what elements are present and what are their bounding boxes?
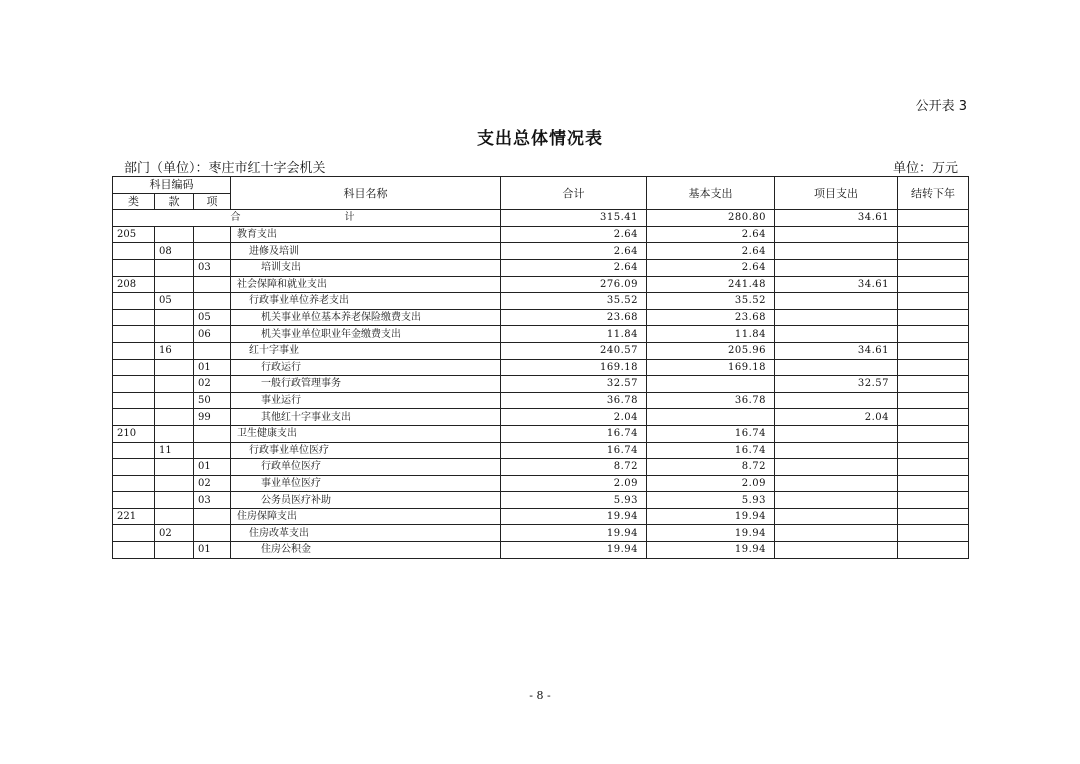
xiang-cell: 02 <box>194 376 231 393</box>
table-row <box>113 276 969 293</box>
basic-cell: 35.52 <box>647 293 775 310</box>
xiang-cell <box>194 425 231 442</box>
kuan-cell: 16 <box>155 342 194 359</box>
name-cell: 机关事业单位基本养老保险缴费支出 <box>231 309 501 326</box>
project-cell <box>775 542 898 559</box>
total-basic: 280.80 <box>647 210 775 227</box>
project-cell: 2.04 <box>775 409 898 426</box>
kuan-cell: 05 <box>155 293 194 310</box>
table-row <box>113 459 969 476</box>
project-cell <box>775 309 898 326</box>
project-cell <box>775 459 898 476</box>
basic-cell: 205.96 <box>647 342 775 359</box>
name-cell: 其他红十字事业支出 <box>231 409 501 426</box>
lei-cell <box>113 326 155 343</box>
xiang-cell: 01 <box>194 359 231 376</box>
total-cell: 240.57 <box>501 342 647 359</box>
kuan-cell <box>155 492 194 509</box>
kuan-cell <box>155 459 194 476</box>
lei-cell: 210 <box>113 425 155 442</box>
unit-label: 单位：万元 <box>892 161 958 176</box>
xiang-cell: 01 <box>194 542 231 559</box>
name-cell: 卫生健康支出 <box>231 425 501 442</box>
basic-cell: 8.72 <box>647 459 775 476</box>
carryover-cell <box>898 508 969 525</box>
lei-header: 类 <box>113 193 155 210</box>
total-cell: 35.52 <box>501 293 647 310</box>
project-cell <box>775 226 898 243</box>
project-cell <box>775 508 898 525</box>
lei-cell <box>113 475 155 492</box>
lei-cell <box>113 376 155 393</box>
table-row <box>113 309 969 326</box>
basic-cell: 11.84 <box>647 326 775 343</box>
total-cell: 23.68 <box>501 309 647 326</box>
table-row <box>113 226 969 243</box>
xiang-cell <box>194 243 231 260</box>
table-row <box>113 525 969 542</box>
table-row <box>113 508 969 525</box>
name-cell: 行政单位医疗 <box>231 459 501 476</box>
total-cell: 2.64 <box>501 226 647 243</box>
basic-cell: 16.74 <box>647 425 775 442</box>
basic-cell: 2.64 <box>647 259 775 276</box>
total-cell: 2.09 <box>501 475 647 492</box>
table-row <box>113 475 969 492</box>
name-cell: 事业运行 <box>231 392 501 409</box>
total-row <box>113 210 969 227</box>
carryover-cell <box>898 309 969 326</box>
total-cell: 32.57 <box>501 376 647 393</box>
kuan-cell: 11 <box>155 442 194 459</box>
kuan-cell <box>155 542 194 559</box>
project-cell <box>775 359 898 376</box>
total-total: 315.41 <box>501 210 647 227</box>
carryover-cell <box>898 326 969 343</box>
total-cell: 2.64 <box>501 243 647 260</box>
xiang-cell: 05 <box>194 309 231 326</box>
table-row <box>113 392 969 409</box>
total-cell: 36.78 <box>501 392 647 409</box>
table-row <box>113 293 969 310</box>
total-carryover <box>898 210 969 227</box>
total-cell: 16.74 <box>501 425 647 442</box>
total-cell: 5.93 <box>501 492 647 509</box>
basic-cell: 2.64 <box>647 243 775 260</box>
project-cell: 34.61 <box>775 342 898 359</box>
kuan-header: 款 <box>155 193 194 210</box>
table-row <box>113 243 969 260</box>
basic-cell: 5.93 <box>647 492 775 509</box>
project-cell: 32.57 <box>775 376 898 393</box>
total-cell: 11.84 <box>501 326 647 343</box>
carryover-header: 结转下年 <box>898 177 969 210</box>
name-cell: 住房改革支出 <box>231 525 501 542</box>
total-header: 合计 <box>501 177 647 210</box>
page-number: - 8 - <box>529 689 551 702</box>
xiang-cell <box>194 508 231 525</box>
total-cell: 2.64 <box>501 259 647 276</box>
project-header: 项目支出 <box>775 177 898 210</box>
xiang-cell: 01 <box>194 459 231 476</box>
kuan-cell <box>155 508 194 525</box>
kuan-cell <box>155 226 194 243</box>
table-row <box>113 409 969 426</box>
basic-cell: 169.18 <box>647 359 775 376</box>
lei-cell <box>113 492 155 509</box>
name-cell: 行政事业单位养老支出 <box>231 293 501 310</box>
xiang-cell <box>194 342 231 359</box>
kuan-cell <box>155 475 194 492</box>
basic-cell: 2.09 <box>647 475 775 492</box>
kuan-cell <box>155 309 194 326</box>
name-header: 科目名称 <box>231 177 501 210</box>
project-cell <box>775 525 898 542</box>
kuan-cell: 08 <box>155 243 194 260</box>
lei-cell <box>113 359 155 376</box>
public-table-label: 公开表 3 <box>915 99 967 114</box>
header-row <box>113 177 969 194</box>
xiang-cell <box>194 442 231 459</box>
lei-cell: 205 <box>113 226 155 243</box>
basic-cell <box>647 376 775 393</box>
lei-cell <box>113 342 155 359</box>
xiang-cell <box>194 293 231 310</box>
total-project: 34.61 <box>775 210 898 227</box>
lei-cell <box>113 293 155 310</box>
carryover-cell <box>898 376 969 393</box>
project-cell <box>775 243 898 260</box>
lei-cell <box>113 409 155 426</box>
carryover-cell <box>898 259 969 276</box>
project-cell <box>775 326 898 343</box>
table-row <box>113 359 969 376</box>
xiang-cell <box>194 226 231 243</box>
carryover-cell <box>898 226 969 243</box>
lei-cell <box>113 259 155 276</box>
name-cell: 事业单位医疗 <box>231 475 501 492</box>
basic-cell: 23.68 <box>647 309 775 326</box>
basic-cell: 19.94 <box>647 542 775 559</box>
project-cell <box>775 475 898 492</box>
total-cell: 19.94 <box>501 525 647 542</box>
carryover-cell <box>898 409 969 426</box>
table-row <box>113 342 969 359</box>
kuan-cell <box>155 392 194 409</box>
kuan-cell <box>155 259 194 276</box>
name-cell: 一般行政管理事务 <box>231 376 501 393</box>
lei-cell <box>113 459 155 476</box>
lei-cell <box>113 243 155 260</box>
total-cell: 169.18 <box>501 359 647 376</box>
page-title: 支出总体情况表 <box>477 129 603 149</box>
xiang-header: 项 <box>194 193 231 210</box>
total-cell: 16.74 <box>501 442 647 459</box>
kuan-cell <box>155 409 194 426</box>
basic-header: 基本支出 <box>647 177 775 210</box>
project-cell <box>775 425 898 442</box>
carryover-cell <box>898 293 969 310</box>
lei-cell: 208 <box>113 276 155 293</box>
xiang-cell: 06 <box>194 326 231 343</box>
xiang-cell: 03 <box>194 259 231 276</box>
basic-cell: 19.94 <box>647 525 775 542</box>
name-cell: 公务员医疗补助 <box>231 492 501 509</box>
basic-cell: 241.48 <box>647 276 775 293</box>
department-label: 部门（单位）：枣庄市红十字会机关 <box>124 161 326 176</box>
carryover-cell <box>898 276 969 293</box>
name-cell: 教育支出 <box>231 226 501 243</box>
basic-cell: 16.74 <box>647 442 775 459</box>
project-cell: 34.61 <box>775 276 898 293</box>
name-cell: 住房公积金 <box>231 542 501 559</box>
carryover-cell <box>898 425 969 442</box>
lei-cell <box>113 542 155 559</box>
table-row <box>113 542 969 559</box>
name-cell: 进修及培训 <box>231 243 501 260</box>
xiang-cell <box>194 276 231 293</box>
lei-cell: 221 <box>113 508 155 525</box>
xiang-cell: 50 <box>194 392 231 409</box>
carryover-cell <box>898 492 969 509</box>
kuan-cell <box>155 326 194 343</box>
name-cell: 行政运行 <box>231 359 501 376</box>
carryover-cell <box>898 243 969 260</box>
lei-cell <box>113 442 155 459</box>
name-cell: 住房保障支出 <box>231 508 501 525</box>
table-row <box>113 492 969 509</box>
code-group-header: 科目编码 <box>113 177 231 194</box>
table-row <box>113 425 969 442</box>
xiang-cell: 02 <box>194 475 231 492</box>
table-row <box>113 376 969 393</box>
project-cell <box>775 492 898 509</box>
basic-cell: 36.78 <box>647 392 775 409</box>
basic-cell <box>647 409 775 426</box>
total-cell: 276.09 <box>501 276 647 293</box>
basic-cell: 19.94 <box>647 508 775 525</box>
lei-cell <box>113 309 155 326</box>
total-cell: 8.72 <box>501 459 647 476</box>
kuan-cell: 02 <box>155 525 194 542</box>
total-label: 合 计 <box>113 210 501 227</box>
table-row <box>113 326 969 343</box>
xiang-cell: 03 <box>194 492 231 509</box>
table-body <box>113 210 969 558</box>
kuan-cell <box>155 359 194 376</box>
basic-cell: 2.64 <box>647 226 775 243</box>
kuan-cell <box>155 376 194 393</box>
lei-cell <box>113 525 155 542</box>
carryover-cell <box>898 359 969 376</box>
project-cell <box>775 442 898 459</box>
table-row <box>113 442 969 459</box>
project-cell <box>775 293 898 310</box>
name-cell: 培训支出 <box>231 259 501 276</box>
total-cell: 19.94 <box>501 508 647 525</box>
carryover-cell <box>898 542 969 559</box>
xiang-cell: 99 <box>194 409 231 426</box>
name-cell: 社会保障和就业支出 <box>231 276 501 293</box>
carryover-cell <box>898 342 969 359</box>
carryover-cell <box>898 442 969 459</box>
lei-cell <box>113 392 155 409</box>
carryover-cell <box>898 525 969 542</box>
table-row <box>113 259 969 276</box>
carryover-cell <box>898 475 969 492</box>
xiang-cell <box>194 525 231 542</box>
name-cell: 红十字事业 <box>231 342 501 359</box>
carryover-cell <box>898 392 969 409</box>
name-cell: 行政事业单位医疗 <box>231 442 501 459</box>
total-cell: 19.94 <box>501 542 647 559</box>
kuan-cell <box>155 276 194 293</box>
project-cell <box>775 259 898 276</box>
kuan-cell <box>155 425 194 442</box>
name-cell: 机关事业单位职业年金缴费支出 <box>231 326 501 343</box>
total-cell: 2.04 <box>501 409 647 426</box>
expenditure-table <box>112 176 969 559</box>
carryover-cell <box>898 459 969 476</box>
project-cell <box>775 392 898 409</box>
